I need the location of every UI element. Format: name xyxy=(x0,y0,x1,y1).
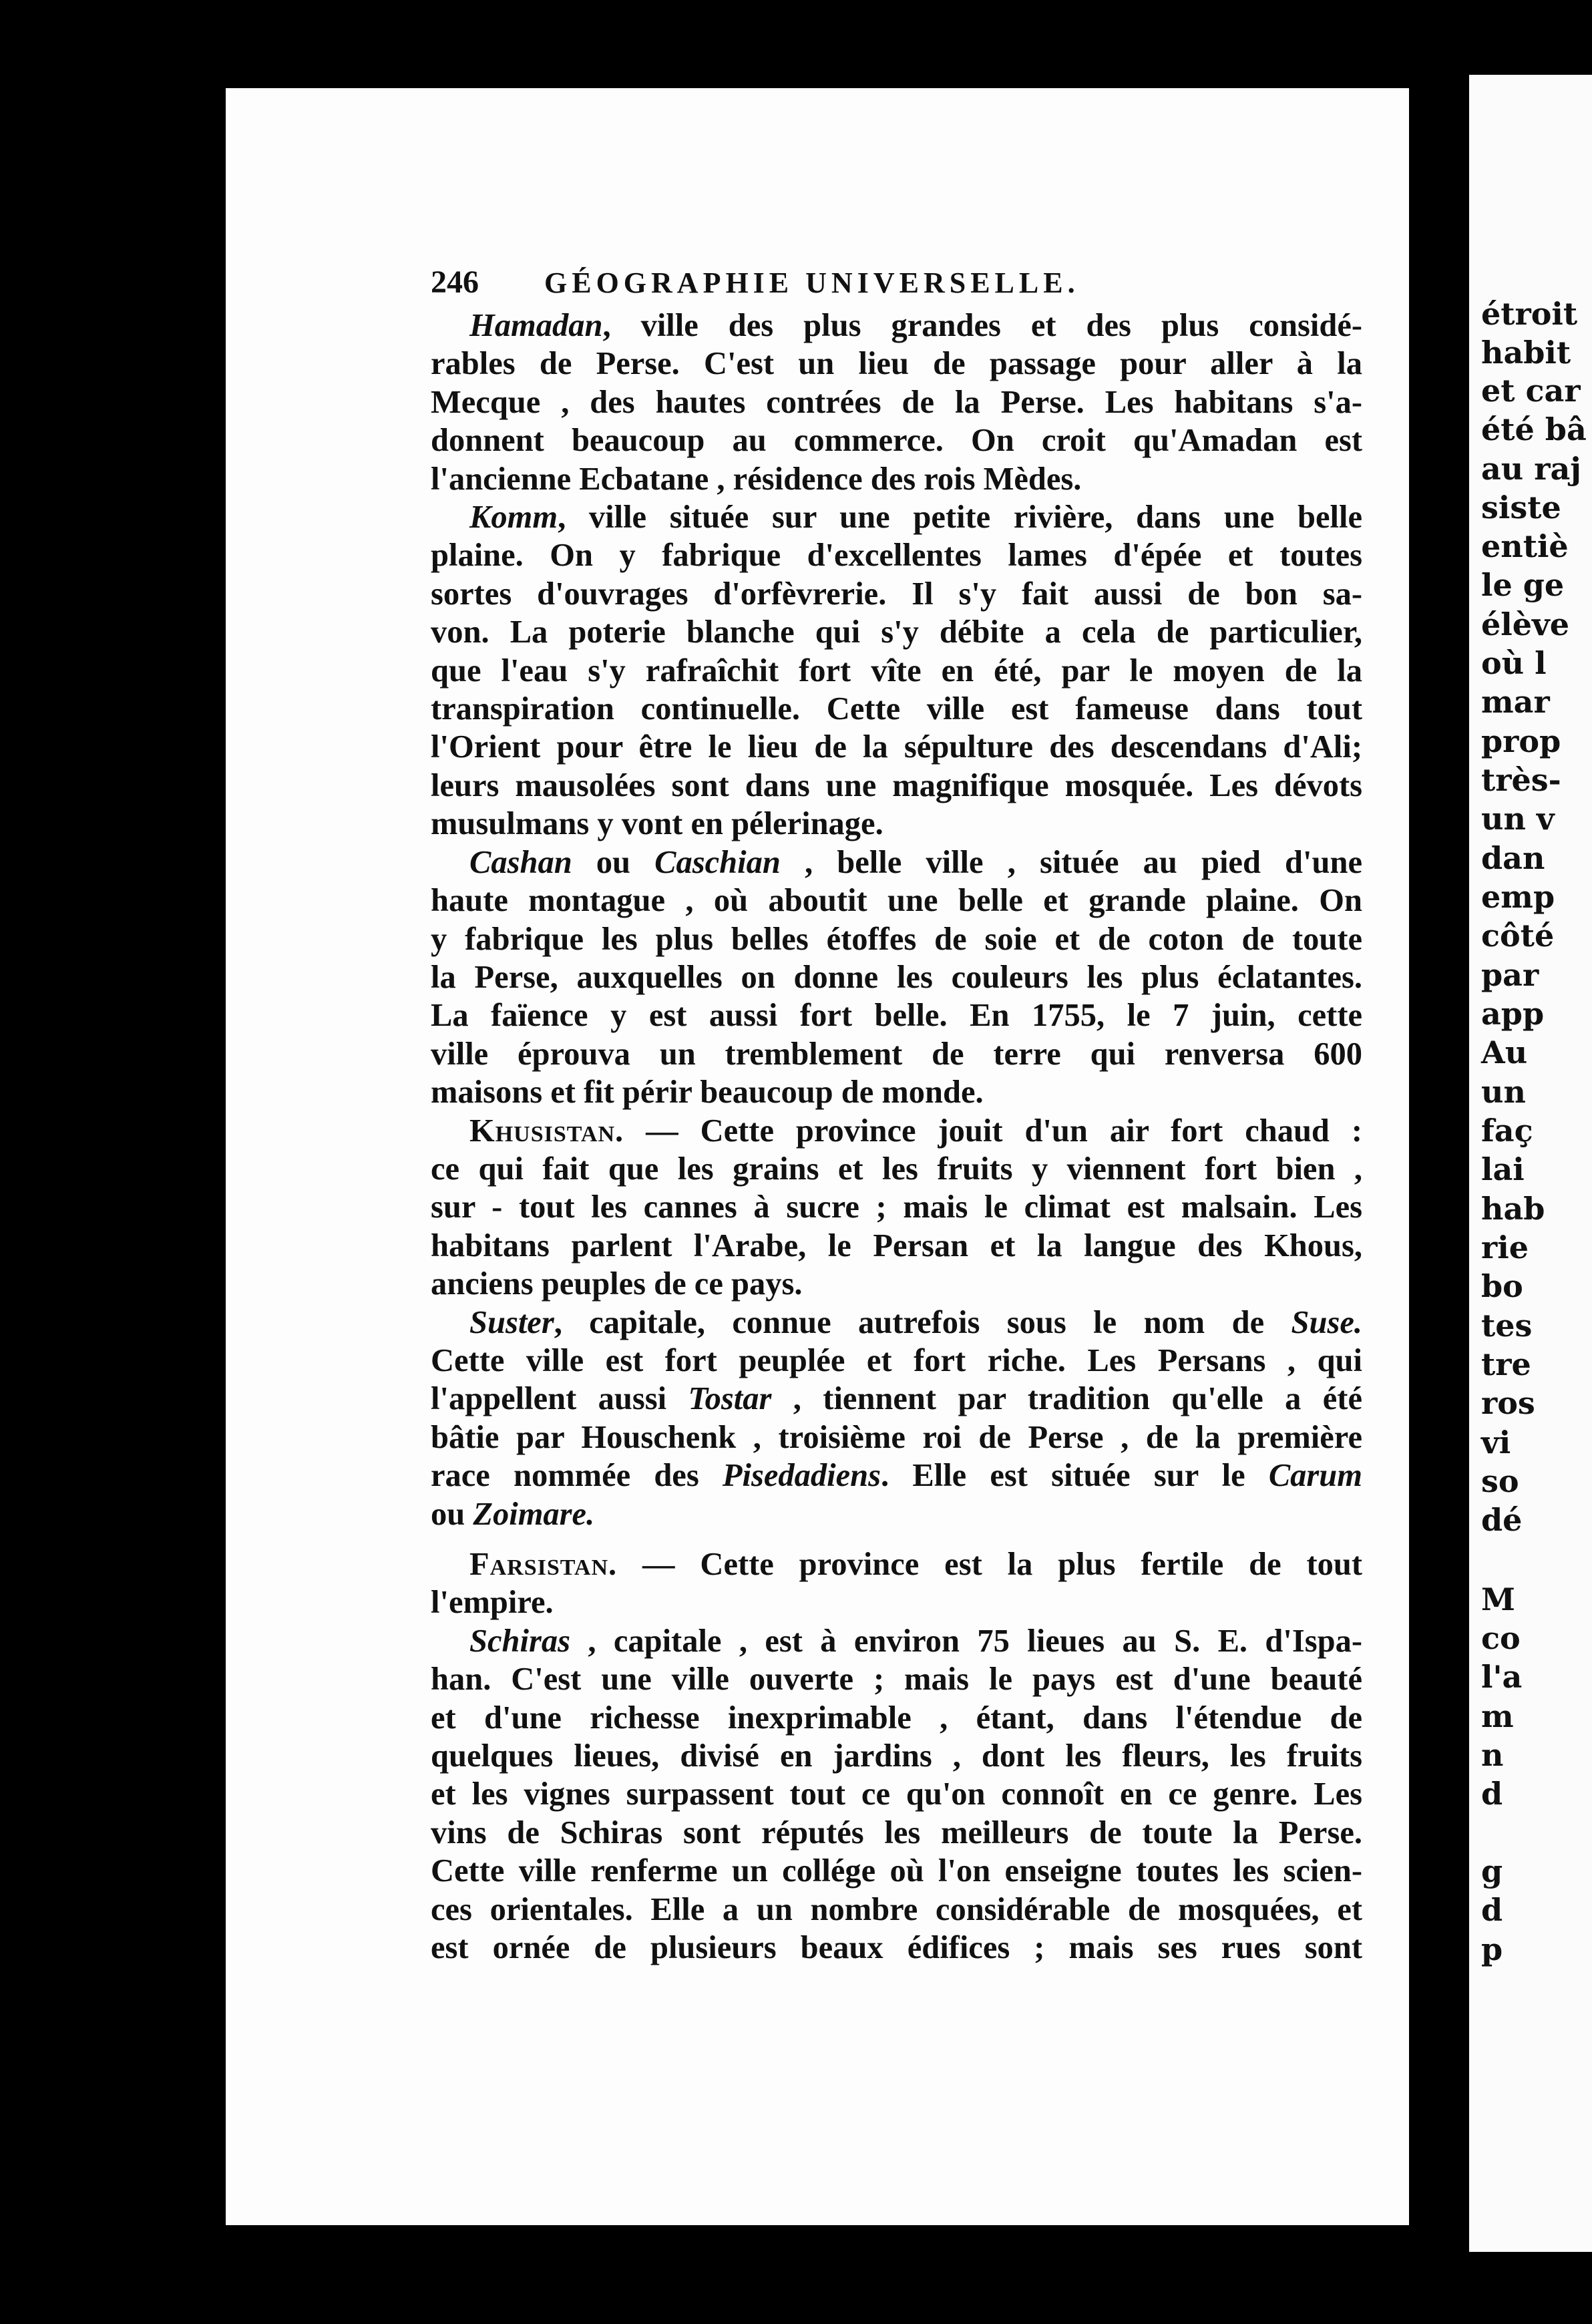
text-line xyxy=(431,958,1362,996)
facing-page-fragment: faç xyxy=(1481,1113,1533,1149)
book-page-right-edge xyxy=(1469,75,1592,2252)
text-line xyxy=(431,1622,1362,1660)
facing-page-fragment: élève xyxy=(1481,606,1570,642)
text-segment: ces orientales. Elle a un nombre considérable de mosquées, et xyxy=(431,1891,1362,1927)
text-segment: la Perse, auxquelles on donne les couleurs les plus éclatantes. xyxy=(431,959,1362,995)
facing-page-fragment: où l xyxy=(1481,645,1547,681)
italic-term: Carum xyxy=(1268,1458,1362,1494)
text-line xyxy=(431,1737,1362,1775)
facing-page-fragment: étroit xyxy=(1481,296,1578,332)
text-segment: et les vignes surpassent tout ce qu'on connoît en ce genre. Les xyxy=(431,1776,1362,1812)
text-segment: , capitale , est à environ 75 lieues au S. E. d'Ispa- xyxy=(570,1623,1362,1659)
facing-page-fragment: prop xyxy=(1481,723,1561,759)
facing-page-fragment: l'a xyxy=(1481,1659,1523,1695)
facing-page-fragment: m xyxy=(1481,1698,1514,1734)
italic-term: Suse. xyxy=(1291,1304,1362,1340)
facing-page-fragment: ros xyxy=(1481,1385,1535,1421)
facing-page-fragment: dan xyxy=(1481,840,1545,876)
facing-page-fragment: par xyxy=(1481,957,1539,993)
text-line xyxy=(431,536,1362,574)
text-line xyxy=(431,1265,1362,1303)
facing-page-fragment: g xyxy=(1481,1853,1503,1889)
text-segment: Cette ville renferme un collége où l'on enseigne toutes les scien- xyxy=(431,1853,1362,1889)
facing-page-fragment: app xyxy=(1481,996,1545,1032)
text-line xyxy=(431,421,1362,459)
text-segment: , tiennent par tradition qu'elle a été xyxy=(771,1381,1362,1417)
facing-page-fragment: bo xyxy=(1481,1268,1523,1304)
italic-term: Suster xyxy=(469,1304,554,1340)
text-segment: Mecque , des hautes contrées de la Perse. Les habitans s'a- xyxy=(431,384,1362,420)
text-segment: que l'eau s'y rafraîchit fort vîte en été, par le moyen de la xyxy=(431,652,1362,689)
text-line xyxy=(431,1150,1362,1188)
italic-term: Caschian xyxy=(654,844,781,880)
facing-page-fragment: n xyxy=(1481,1737,1504,1773)
text-line xyxy=(431,690,1362,728)
text-segment: ce qui fait que les grains et les fruits y viennent fort bien , xyxy=(431,1151,1362,1187)
text-segment: bâtie par Houschenk , troisième roi de Perse , de la première xyxy=(431,1419,1362,1455)
text-line xyxy=(431,1814,1362,1852)
facing-page-fragment: so xyxy=(1481,1463,1519,1499)
text-line xyxy=(431,1929,1362,1967)
facing-page-fragment: entiè xyxy=(1481,528,1569,564)
italic-term: Komm xyxy=(469,500,558,536)
facing-page-fragment: le ge xyxy=(1481,567,1565,603)
text-line xyxy=(431,1304,1362,1342)
text-segment: ou xyxy=(572,844,655,880)
facing-page-fragment: un xyxy=(1481,1074,1526,1110)
running-title: GÉOGRAPHIE UNIVERSELLE. xyxy=(544,266,1080,299)
facing-page-fragment: tes xyxy=(1481,1308,1533,1344)
text-segment: rables de Perse. C'est un lieu de passage pour aller à la xyxy=(431,346,1362,382)
text-segment: haute montague , où aboutit une belle et grande plaine. On xyxy=(431,883,1362,919)
text-line xyxy=(431,882,1362,920)
page-text xyxy=(431,264,1362,1967)
text-line xyxy=(431,1891,1362,1929)
text-line xyxy=(431,1495,1362,1533)
facing-page-fragment: emp xyxy=(1481,879,1555,915)
text-line xyxy=(431,1775,1362,1813)
text-segment: . Elle est située sur le xyxy=(881,1458,1269,1494)
text-line xyxy=(431,1418,1362,1457)
italic-term: Schiras xyxy=(469,1623,570,1659)
text-segment: l'empire. xyxy=(431,1585,554,1621)
text-line xyxy=(431,1583,1362,1621)
text-segment: l'ancienne Ecbatane , résidence des rois Mèdes. xyxy=(431,461,1082,497)
text-line xyxy=(431,920,1362,958)
text-line xyxy=(431,805,1362,843)
facing-page-fragment: Au xyxy=(1481,1034,1528,1071)
text-segment: , ville des plus grandes et des plus considé- xyxy=(602,308,1362,343)
facing-page-fragment: au raj xyxy=(1481,451,1581,487)
province-heading: Farsistan. xyxy=(469,1547,618,1582)
text-line xyxy=(431,1112,1362,1150)
text-segment: l'Orient pour être le lieu de la sépulture des descendans d'Ali; xyxy=(431,729,1362,765)
body-text xyxy=(431,307,1362,1967)
facing-page-fragment: habit xyxy=(1481,335,1571,371)
text-segment: vins de Schiras sont réputés les meilleurs de toute la Perse. xyxy=(431,1814,1362,1851)
facing-page-fragment: lai xyxy=(1481,1151,1525,1187)
text-line xyxy=(431,1035,1362,1073)
italic-term: Tostar xyxy=(688,1381,772,1417)
text-segment: musulmans y vont en pélerinage. xyxy=(431,806,883,842)
text-segment: La faïence y est aussi fort belle. En 1755, le 7 juin, cette xyxy=(431,998,1362,1034)
text-segment: et d'une richesse inexprimable , étant, dans l'étendue de xyxy=(431,1700,1362,1736)
page-header xyxy=(431,264,1362,301)
facing-page-fragment: hab xyxy=(1481,1191,1545,1227)
facing-page-fragment: p xyxy=(1481,1931,1503,1967)
text-line xyxy=(431,996,1362,1034)
text-segment: sur - tout les cannes à sucre ; mais le climat est malsain. Les xyxy=(431,1189,1362,1225)
text-segment: , ville située sur une petite rivière, dans une belle xyxy=(558,500,1362,536)
paragraph-gap xyxy=(431,1533,1362,1545)
text-segment: habitans parlent l'Arabe, le Persan et la langue des Khous, xyxy=(431,1227,1362,1264)
text-line xyxy=(431,1545,1362,1583)
text-segment: , belle ville , située au pied d'une xyxy=(780,844,1362,880)
text-line xyxy=(431,652,1362,690)
facing-page-fragment: mar xyxy=(1481,684,1550,720)
facing-page-fragment: été bâ xyxy=(1481,411,1587,447)
facing-page-fragment: très- xyxy=(1481,762,1561,798)
text-segment: han. C'est une ville ouverte ; mais le pays est d'une beauté xyxy=(431,1662,1362,1698)
text-segment: von. La poterie blanche qui s'y débite a cela de particulier, xyxy=(431,614,1362,650)
page-number: 246 xyxy=(431,264,479,300)
text-line xyxy=(431,1188,1362,1226)
text-line xyxy=(431,307,1362,345)
facing-page-fragment: et car xyxy=(1481,373,1581,409)
italic-term: Hamadan xyxy=(469,308,603,343)
text-segment: , capitale, connue autrefois sous le nom de xyxy=(554,1304,1291,1340)
text-line xyxy=(431,345,1362,383)
text-segment: y fabrique les plus belles étoffes de soie et de coton de toute xyxy=(431,921,1362,957)
text-segment: donnent beaucoup au commerce. On croit qu'Amadan est xyxy=(431,423,1362,459)
text-line xyxy=(431,460,1362,498)
text-line xyxy=(431,383,1362,421)
text-segment: — Cette province jouit d'un air fort chaud : xyxy=(624,1113,1362,1149)
facing-page-fragment: siste xyxy=(1481,490,1561,526)
text-line xyxy=(431,498,1362,536)
text-segment: ou xyxy=(431,1496,473,1532)
italic-term: Pisedadiens xyxy=(722,1458,881,1494)
text-segment: ville éprouva un tremblement de terre qui renversa 600 xyxy=(431,1036,1362,1072)
text-segment: sortes d'ouvrages d'orfèvrerie. Il s'y fait aussi de bon sa- xyxy=(431,576,1362,612)
text-line xyxy=(431,843,1362,882)
text-line xyxy=(431,1342,1362,1380)
text-segment: l'appellent aussi xyxy=(431,1381,688,1417)
facing-page-fragment: un v xyxy=(1481,801,1555,837)
text-segment: transpiration continuelle. Cette ville est fameuse dans tout xyxy=(431,691,1362,727)
text-segment: — Cette province est la plus fertile de tout xyxy=(617,1547,1362,1582)
text-segment: quelques lieues, divisé en jardins , dont les fleurs, les fruits xyxy=(431,1738,1362,1774)
facing-page-fragment: rie xyxy=(1481,1229,1529,1266)
facing-page-fragment: M xyxy=(1481,1581,1515,1617)
italic-term: Zoimare. xyxy=(473,1496,595,1532)
italic-term: Cashan xyxy=(469,844,572,880)
text-segment: leurs mausolées sont dans une magnifique mosquée. Les dévots xyxy=(431,767,1362,803)
text-line xyxy=(431,1073,1362,1111)
text-line xyxy=(431,1660,1362,1698)
text-segment: anciens peuples de ce pays. xyxy=(431,1266,803,1302)
facing-page-fragment: tre xyxy=(1481,1346,1531,1382)
text-line xyxy=(431,1227,1362,1265)
facing-page-fragment: dé xyxy=(1481,1502,1523,1538)
text-line xyxy=(431,613,1362,651)
text-segment: plaine. On y fabrique d'excellentes lames d'épée et toutes xyxy=(431,538,1362,574)
text-segment: maisons et fit périr beaucoup de monde. xyxy=(431,1075,984,1111)
province-heading: Khusistan. xyxy=(469,1113,624,1149)
facing-page-fragment: d xyxy=(1481,1776,1503,1812)
text-segment: est ornée de plusieurs beaux édifices ; mais ses rues sont xyxy=(431,1930,1362,1966)
facing-page-fragment: d xyxy=(1481,1892,1503,1928)
facing-page-fragment: co xyxy=(1481,1620,1521,1656)
text-line xyxy=(431,1380,1362,1418)
text-segment: Cette ville est fort peuplée et fort riche. Les Persans , qui xyxy=(431,1342,1362,1378)
text-line xyxy=(431,1457,1362,1495)
text-line xyxy=(431,575,1362,613)
facing-page-fragment: côté xyxy=(1481,918,1555,954)
text-line xyxy=(431,1852,1362,1890)
facing-page-fragment: vi xyxy=(1481,1424,1511,1461)
text-line xyxy=(431,1699,1362,1737)
text-segment: race nommée des xyxy=(431,1458,723,1494)
text-line xyxy=(431,767,1362,805)
text-line xyxy=(431,728,1362,766)
